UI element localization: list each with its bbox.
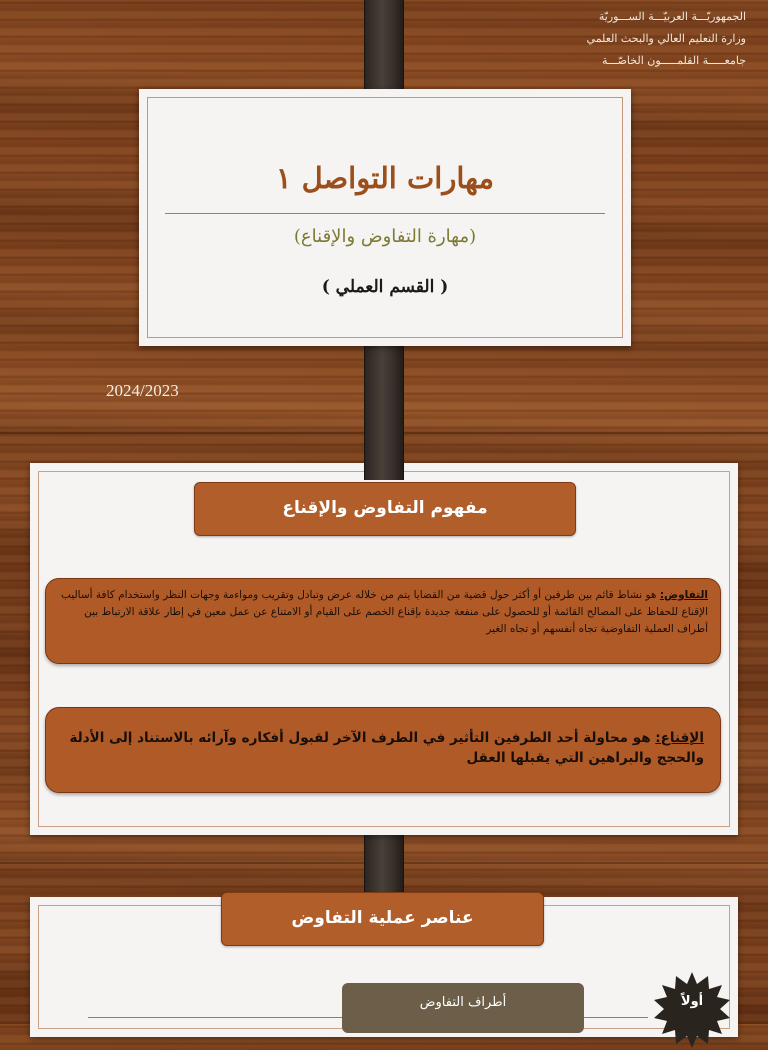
header-line-ministry: وزارة التعليم العالي والبحث العلمي [586,32,746,45]
elements-heading: عناصر عملية التفاوض [221,892,544,946]
header-line-university: جامعـــــة القلمـــــون الخاصّـــة [602,54,746,67]
academic-year: 2024/2023 [106,381,179,400]
header-line-country: الجمهوريّـــة العربيّـــة الســـوريّة [598,10,746,23]
starburst-seal-icon [652,970,732,1050]
section-label: ( القسم العملي ) [321,277,449,297]
negotiation-text: هو نشاط قائم بين طرفين أو أكثر حول قضية من القضايا يتم من خلاله عرض وتبادل وتقريب ومواءمة وجهات النظر واستخدام كافة أساليب الإقناع للحفاظ على المصالح القائمة أو للحصول على منفعة جديدة بإقناع الخصم على القيام أو الامتناع عن عمل معين في إطار علاقة الارتباط بين أطراف العملية التفاوضية تجاه أنفسهم أو تجاه الغير [61,589,708,635]
institution-header [506,6,746,72]
concept-heading: مفهوم التفاوض والإقناع [194,482,576,536]
page-title: مهارات التواصل ١ [275,161,495,195]
title-card-border [147,97,623,338]
hanging-strap [364,0,404,95]
title-divider [165,213,605,214]
item-negotiation-parties: أطراف التفاوض [342,983,584,1033]
persuasion-text: هو محاولة أحد الطرفين التأثير في الطرف الآخر لقبول أفكاره وآرائه بالاستناد إلى الأدلة والحجج والبراهين التي يقبلها العقل [69,730,704,766]
page-subtitle: (مهارة التفاوض والإقناع) [293,226,477,247]
negotiation-label: التفاوض: [659,589,708,601]
first-label: أولاً [680,994,704,1009]
persuasion-label: الإقناع: [655,730,704,746]
hanging-strap [364,440,404,480]
negotiation-definition [45,578,721,664]
persuasion-definition [45,707,721,793]
title-card [139,89,631,346]
